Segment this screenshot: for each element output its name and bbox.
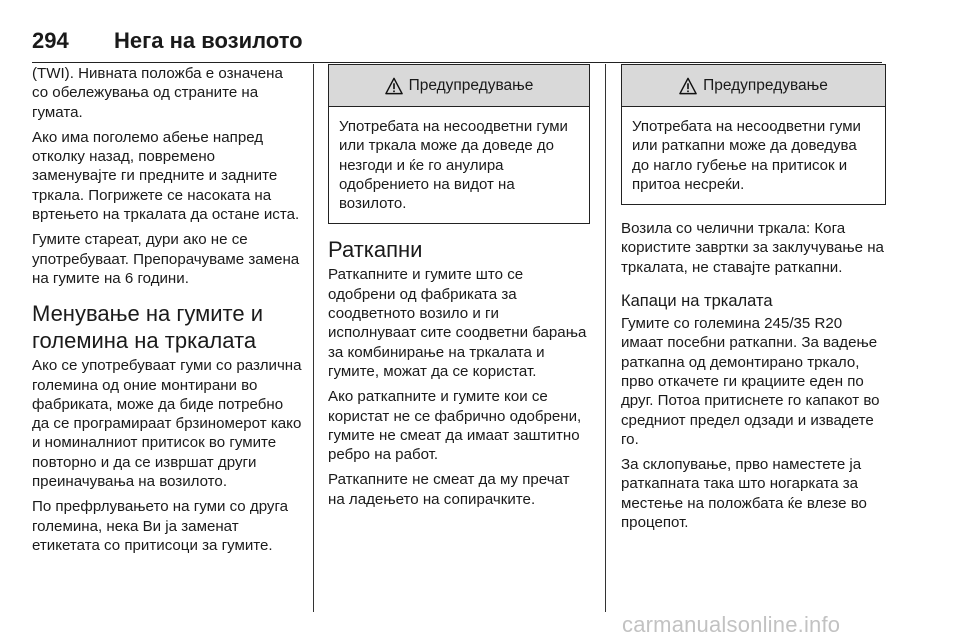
watermark: carmanualsonline.info: [622, 612, 841, 637]
warning-box: [328, 64, 590, 224]
column-divider-1: [313, 64, 314, 612]
paragraph-different-sizes: Ако се употребуваат гуми со различна големина од оние монтирани во фабриката, може да биде потребно да се програмираат брзиномерот како и номиналниот притисок во гумите повторно и да се извршат други преиначувања на возилото.: [32, 357, 302, 491]
page-number: 294: [32, 28, 69, 53]
warning-text: Употребата на несоодветни гуми или тркала може да доведе до незгоди и ќе го анулира одобрението на видот на возилото.: [339, 118, 568, 213]
paragraph-non-approved: Ако раткапните и гумите кои се користат не се фабрично одобрени, гумите не смеат да имаат заштитно ребро на работ.: [328, 388, 582, 464]
paragraph-pressure-label: По префрлувањето на гуми со друга големина, нека Ви ја заменат етикетата со притисоци за гумите.: [32, 498, 289, 554]
running-title: Нега на возилото: [114, 28, 303, 53]
paragraph-steel-wheels: Возила со челични тркала: Кога користите завртки за заклучување на тркалата, не ставајте раткапни.: [621, 220, 884, 276]
paragraph-aging: Гумите стареат, дури ако не се употребуваат. Препорачуваме замена на гумите на 6 години.: [32, 231, 300, 287]
warning-body: [622, 107, 885, 204]
section-heading-wheel-covers: Капаци на тркалата: [621, 292, 773, 311]
warning-title: Предупредување: [703, 76, 828, 94]
paragraph-245-covers: Гумите со големина 245/35 R20 имаат посебни раткапни. За вадење раткапна од демонтирано тркало, прво откачете ги крациите еден по друг. Потоа притиснете го капакот во средниот предел одзади и извадете го.: [621, 315, 880, 448]
column-left: [32, 64, 302, 561]
column-divider-2: [605, 64, 606, 612]
column-middle: [328, 64, 590, 515]
paragraph-rotation: Ако има поголемо абење напред отколку назад, повремено заменувајте ги предните и задните тркала. Погрижете се насоката на вртењето на тркалата да остане иста.: [32, 128, 300, 224]
header-rule: [32, 62, 882, 63]
paragraph-brake-cooling: Раткапните не смеат да му пречат на ладењето на сопирачките.: [328, 471, 570, 508]
paragraph-assembly: За склопување, прво наместете ја раткапната така што ногарката за местење на положбата ќе влезе во процепот.: [621, 456, 867, 532]
warning-body: [329, 107, 589, 223]
warning-title: Предупредување: [408, 76, 534, 94]
page-header: [32, 14, 882, 54]
warning-text: Употребата на несоодветни гуми или раткапни може да доведува до нагло губење на притисок и притоа несреќи.: [632, 118, 861, 193]
warning-triangle-icon: [679, 77, 697, 95]
warning-header: [329, 65, 589, 107]
section-heading-hubcaps: Раткапни: [328, 237, 423, 263]
warning-triangle-icon: [385, 77, 403, 95]
paragraph-approved-hubcaps: Раткапните и гумите што се одобрени од фабриката за соодветното возило и ги исполнуваат сите соодветни барања за комбинирање на тркалата и гумите, можат да се користат.: [328, 266, 587, 380]
column-right: [621, 64, 886, 538]
warning-header: [622, 65, 885, 107]
warning-box: [621, 64, 886, 205]
paragraph-twi: (TWI). Нивната положба е означена со обележувања од страните на гумата.: [32, 65, 283, 121]
section-heading-tire-change: Менување на гумите и големина на тркалата: [32, 301, 264, 354]
